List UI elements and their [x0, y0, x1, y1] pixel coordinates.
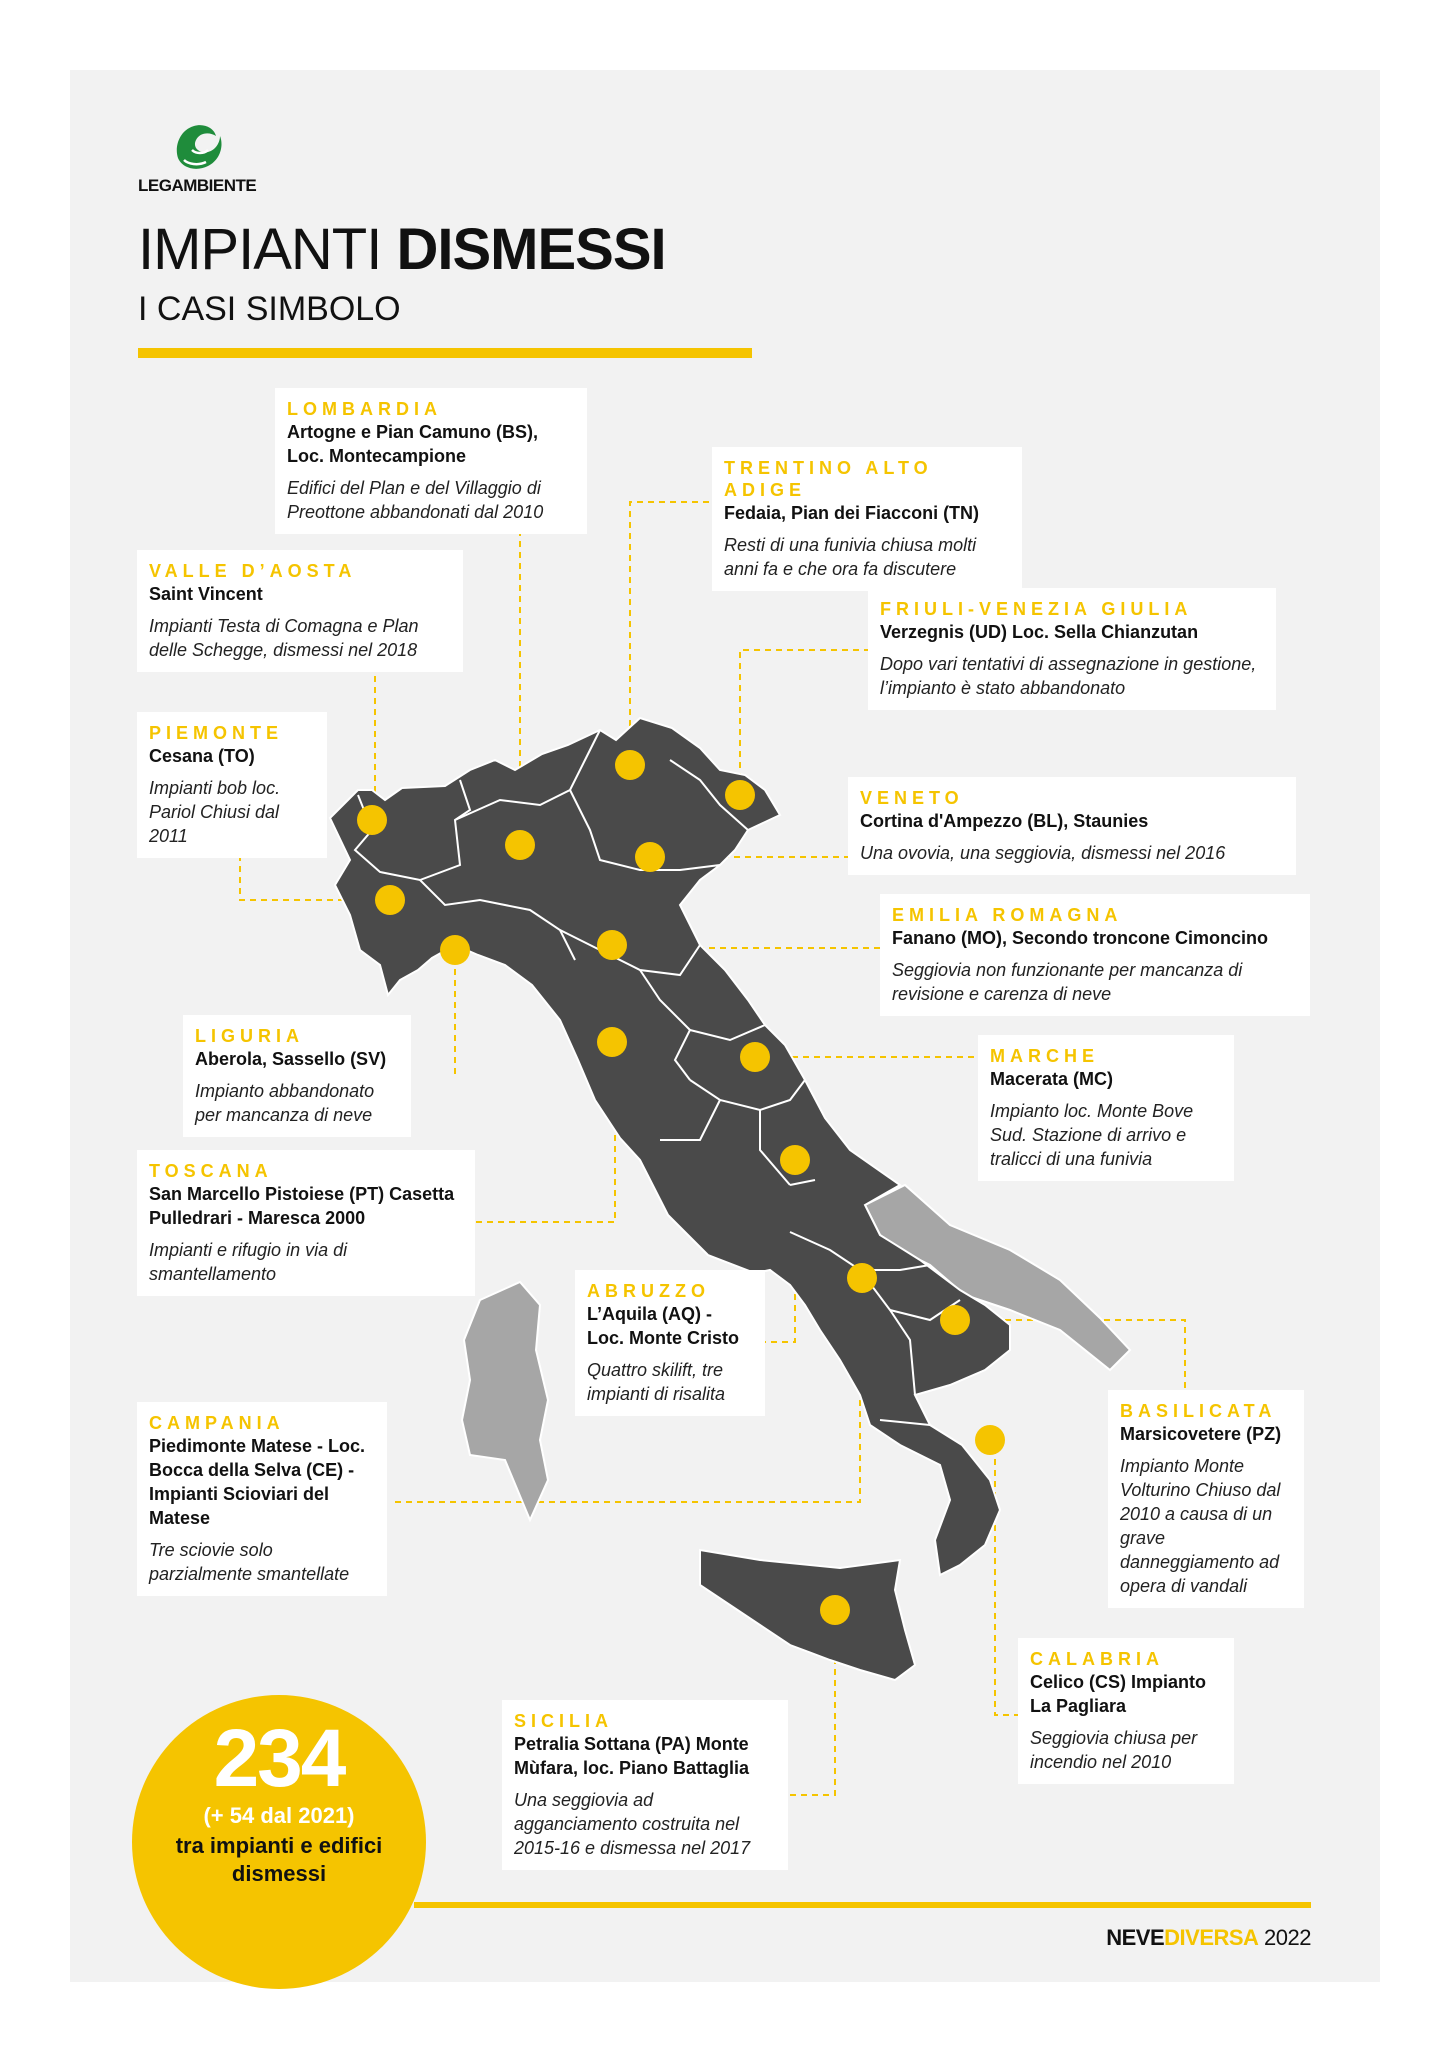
- card-veneto: [848, 777, 1296, 875]
- footer-brand: [1106, 1925, 1311, 1951]
- page-subtitle: I CASI SIMBOLO: [138, 290, 401, 328]
- card-description: Edifici del Plan e del Villaggio di Preottone abbandonati dal 2010: [287, 478, 544, 522]
- marker-piemonte: [375, 885, 405, 915]
- card-region: SICILIA: [514, 1711, 614, 1731]
- card-description: Resti di una funivia chiusa molti anni fa e che ora fa discutere: [724, 535, 977, 579]
- marker-sicilia: [820, 1595, 850, 1625]
- marker-veneto: [635, 842, 665, 872]
- marker-campania: [847, 1263, 877, 1293]
- card-basilicata: [1108, 1390, 1304, 1608]
- stat-text: tra impianti e edifici dismessi: [175, 1833, 383, 1886]
- card-region: TRENTINO ALTO ADIGE: [724, 458, 933, 500]
- card-region: VALLE D’AOSTA: [149, 561, 357, 581]
- card-place: Macerata (MC): [990, 1069, 1114, 1089]
- card-abruzzo: [575, 1270, 765, 1416]
- card-description: Quattro skilift, tre impianti di risalita: [587, 1360, 726, 1404]
- card-description: Una ovovia, una seggiovia, dismessi nel 2016: [860, 843, 1226, 863]
- card-toscana: [137, 1150, 475, 1296]
- sardinia-shape: [462, 1282, 548, 1520]
- card-description: Impianto abbandonato per mancanza di neve: [195, 1081, 375, 1125]
- card-description: Impianti e rifugio in via di smantellamento: [149, 1240, 348, 1284]
- card-description: Seggiovia chiusa per incendio nel 2010: [1030, 1728, 1198, 1772]
- card-place: San Marcello Pistoiese (PT) Casetta Pulledrari - Maresca 2000: [149, 1184, 455, 1228]
- card-place: Cesana (TO): [149, 746, 255, 766]
- card-trentino: [712, 447, 1022, 591]
- card-region: CALABRIA: [1030, 1649, 1164, 1669]
- sicily-shape: [700, 1550, 915, 1680]
- marker-marche: [740, 1042, 770, 1072]
- card-description: Una seggiovia ad agganciamento costruita nel 2015-16 e dismessa nel 2017: [514, 1790, 751, 1858]
- card-sicilia: [502, 1700, 788, 1870]
- footer-brand-a: NEVE: [1106, 1925, 1165, 1950]
- marker-lombardia: [505, 830, 535, 860]
- card-region: ABRUZZO: [587, 1281, 710, 1301]
- footer-year: 2022: [1258, 1925, 1311, 1950]
- card-emilia: [880, 894, 1310, 1016]
- card-region: BASILICATA: [1120, 1401, 1277, 1421]
- connector-calabria: [995, 1440, 1020, 1715]
- marker-trentino: [615, 750, 645, 780]
- stat-delta: (+ 54 dal 2021): [203, 1803, 355, 1828]
- card-description: Impianti Testa di Comagna e Plan delle Schegge, dismessi nel 2018: [149, 616, 419, 660]
- card-description: Impianti bob loc. Pariol Chiusi dal 2011: [149, 778, 281, 846]
- stat-number: 234: [213, 1713, 345, 1804]
- card-place: Aberola, Sassello (SV): [195, 1049, 387, 1069]
- marker-abruzzo: [780, 1145, 810, 1175]
- marker-friuli: [725, 780, 755, 810]
- card-place: Saint Vincent: [149, 584, 263, 604]
- footer-brand-b: DIVERSA: [1164, 1925, 1259, 1950]
- card-region: LIGURIA: [195, 1026, 304, 1046]
- card-place: Artogne e Pian Camuno (BS), Loc. Montecampione: [287, 422, 539, 466]
- card-liguria: [183, 1015, 411, 1137]
- card-region: CAMPANIA: [149, 1413, 285, 1433]
- card-description: Impianto loc. Monte Bove Sud. Stazione di arrivo e tralicci di una funivia: [990, 1101, 1194, 1169]
- card-campania: [137, 1402, 387, 1596]
- title-light: IMPIANTI: [138, 217, 397, 282]
- card-place: Piedimonte Matese - Loc. Bocca della Selva (CE) - Impianti Scioviari del Matese: [149, 1436, 366, 1528]
- card-region: VENETO: [860, 788, 964, 808]
- card-place: Fedaia, Pian dei Fiacconi (TN): [724, 503, 980, 523]
- card-description: Tre sciovie solo parzialmente smantellate: [149, 1540, 350, 1584]
- footer-rule: [414, 1902, 1311, 1908]
- card-region: EMILIA ROMAGNA: [892, 905, 1123, 925]
- connector-friuli: [740, 650, 870, 795]
- card-calabria: [1018, 1638, 1234, 1784]
- card-lombardia: [275, 388, 587, 534]
- card-place: Marsicovetere (PZ): [1120, 1424, 1282, 1444]
- card-region: FRIULI-VENEZIA GIULIA: [880, 599, 1193, 619]
- card-description: Seggiovia non funzionante per mancanza di revisione e carenza di neve: [892, 960, 1243, 1004]
- card-region: TOSCANA: [149, 1161, 273, 1181]
- marker-toscana: [597, 1027, 627, 1057]
- card-place: Celico (CS) Impianto La Pagliara: [1030, 1672, 1207, 1716]
- card-valle-aosta: [137, 550, 463, 672]
- logo-text: LEGAMBIENTE: [138, 176, 257, 195]
- card-region: LOMBARDIA: [287, 399, 442, 419]
- title-bold: DISMESSI: [396, 217, 666, 282]
- card-place: Petralia Sottana (PA) Monte Mùfara, loc. Piano Battaglia: [514, 1734, 750, 1778]
- card-description: Impianto Monte Volturino Chiuso dal 2010 a causa di un grave danneggiamento ad opera di vandali: [1120, 1456, 1281, 1596]
- card-region: MARCHE: [990, 1046, 1099, 1066]
- card-piemonte: [137, 712, 327, 858]
- marker-calabria: [975, 1425, 1005, 1455]
- marker-emilia: [597, 930, 627, 960]
- card-place: Cortina d'Ampezzo (BL), Staunies: [860, 811, 1149, 831]
- card-region: PIEMONTE: [149, 723, 284, 743]
- card-place: Fanano (MO), Secondo troncone Cimoncino: [892, 928, 1268, 948]
- card-place: Verzegnis (UD) Loc. Sella Chianzutan: [880, 622, 1199, 642]
- card-marche: [978, 1035, 1234, 1181]
- marker-valle-aosta: [357, 805, 387, 835]
- card-place: L’Aquila (AQ) - Loc. Monte Cristo: [587, 1304, 739, 1348]
- card-friuli: [868, 588, 1276, 710]
- marker-liguria: [440, 935, 470, 965]
- marker-basilicata: [940, 1305, 970, 1335]
- card-description: Dopo vari tentativi di assegnazione in gestione, l’impianto è stato abbandonato: [880, 654, 1257, 698]
